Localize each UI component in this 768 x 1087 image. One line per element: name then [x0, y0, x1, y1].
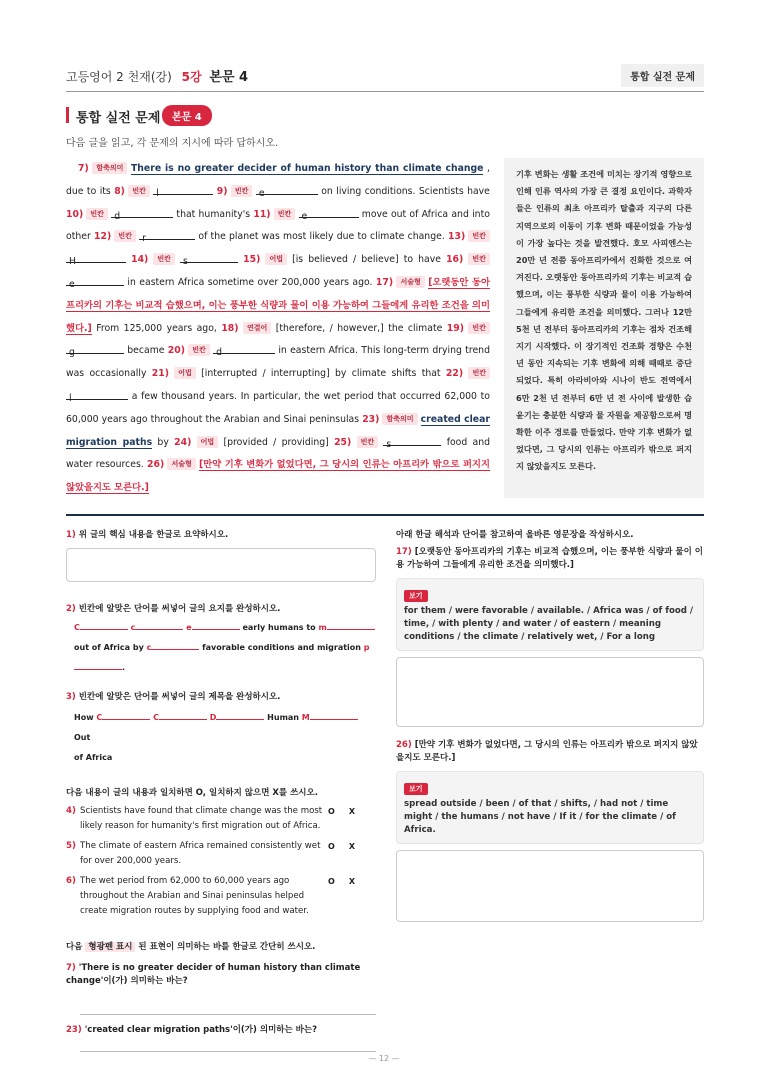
section-pill: 본문 4 [162, 105, 212, 126]
q17: 17) [오랫동안 동아프리카의 기후는 비교적 습했으며, 이는 풍부한 식량과 물이 이용 가능하여 그들에게 유리한 조건을 의미했다.] [396, 547, 703, 570]
page-header [66, 64, 704, 86]
q1-answer-box[interactable] [66, 548, 376, 582]
tag-summary: 함축의미 [92, 162, 127, 174]
course-name: 고등영어 2 천재(강) [66, 70, 172, 84]
blank[interactable]: l [66, 388, 128, 400]
tf-instruction: 다음 내용이 글의 내용과 일치하면 O, 일치하지 않으면 X를 쓰시오. [66, 788, 318, 798]
tag-link: 연결어 [243, 322, 271, 334]
blank[interactable] [135, 620, 183, 630]
blank[interactable]: e [299, 206, 359, 218]
o-option[interactable]: O [328, 877, 335, 887]
tf-item: 6) The wet period from 62,000 to 60,000 years ago throughout the Arabian and Sinai peninsulas helped create migration routes by supplying food and water. O X [66, 874, 376, 918]
q23-answer-line[interactable] [80, 1051, 376, 1052]
blank[interactable]: e [256, 183, 318, 195]
q2-line1: C c e early humans to m [74, 618, 376, 638]
lesson-title: 본문 4 [209, 70, 249, 85]
grammar-choice[interactable]: [interrupted / interrupting] [201, 368, 330, 380]
tag-descriptive: 서술형 [396, 276, 424, 288]
blank[interactable] [327, 620, 375, 630]
q1: 1) 위 글의 핵심 내용을 한글로 요약하시오. [66, 530, 229, 540]
passage: 7) 함축의미 There is no greater decider of human history than climate change , due to its 8) 빈칸 l 9) 빈칸 e on living conditions. Scientists have 10) 빈칸 d that humanity's 11) 빈칸 e move out of Africa and into other 12) 빈칸 r of the planet was most likely due to climate change. 13) 빈칸 H 14) 빈칸 s 15) 어법 [is believed / believe] to have 16) 빈칸 e in eastern Africa sometime over 200,000 years ago. 17) 서술형 [오랫동안 동아프리카의 기후는 비교적 습했으며, 이는 풍부한 식량과 물이 이용 가능하여 그들에게 유리한 조건을 의미했다.] From 125,000 years ago, 18) 연결어 [therefore, / however,] the climate 19) 빈칸 g became 20) 빈칸 d in eastern Africa. This long-term drying trend was occasionally 21) 어법 [interrupted / interrupting] by climate shifts that 22) 빈칸 l a few thousand years. In particular, the wet period that occurred 62,000 to 60,000 years ago throughout the Arabian and Sinai peninsulas 23) 함축의미 created clear migration paths by 24) 어법 [provided / providing] 25) 빈칸 s food and water resources. 26) 서술형 [만약 기후 변화가 없었다면, 그 당시의 인류는 아프리카 밖으로 퍼지지 않았을지도 모른다.] [66, 163, 491, 494]
blank[interactable] [159, 710, 207, 720]
grammar-choice[interactable]: [therefore, / however,] [275, 322, 384, 334]
grammar-choice[interactable]: [provided / providing] [223, 436, 329, 448]
word-bank-words: for them / were favorable / available. / Africa was / of food / time, / with plenty / and water / of eastern / meaning conditions / the climate / relatively wet, / For a long [404, 606, 694, 642]
tag-grammar: 어법 [265, 253, 287, 265]
header-tag: 통합 실전 문제 [621, 64, 704, 87]
x-option[interactable]: X [348, 877, 355, 887]
q2-line3: . [74, 658, 376, 678]
korean-sentence: [만약 기후 변화가 없었다면, 그 당시의 인류는 아프리카 밖으로 퍼지지 않았을지도 모른다.] [66, 459, 490, 494]
q23: 23) 'created clear migration paths'이(가) 의미하는 바는? [66, 1025, 318, 1036]
header-divider [66, 91, 704, 92]
blank[interactable]: r [139, 228, 195, 240]
translation-box: 기후 변화는 생활 조건에 미치는 장기적 영향으로 인해 인류 역사의 가장 큰 결정 요인이다. 과학자들은 인류의 최초 아프리카 탈출과 지구의 다른 지역으로의 이동이 기후 변화 때문이었을 가능성이 가장 높다는 것을 발견했다. 호모 사피엔스는 20만 년 전쯤 동아프리카에서 진화한 것으로 여겨진다. 오랫동안 동아프리카의 기후는 비교적 습했으며, 이는 풍부한 식량과 물이 이용 가능하여 그들에게 유리한 조건을 의미했다. 그러나 12만 5천 년 전부터 동아프리카의 기후는 점차 건조해지기 시작했다. 이 장기적인 건조화 경향은 수천 년 동안 지속되는 기후 변화에 의해 때때로 중단되었다. 특히 아라비아와 시나이 반도 전역에서 6만 2천 년 전부터 6만 년 전 사이에 발생한 습윤기는 충분한 식량과 물 자원을 제공함으로써 명확한 이주 경로를 만들었다. 만약 기후 변화가 없었다면, 그 당시의 인류는 아프리카 밖으로 퍼지지 않았을지도 모른다. [504, 158, 704, 498]
q26: 26) [만약 기후 변화가 없었다면, 그 당시의 인류는 아프리카 밖으로 퍼지지 않았을지도 모른다.] [396, 740, 698, 763]
q2-line2: out of Africa by c favorable conditions and migration p [74, 638, 376, 658]
x-option[interactable]: X [348, 842, 355, 852]
underlined-phrase: created clear migration paths [66, 413, 490, 448]
section-accent-bar [66, 107, 69, 123]
q26-answer-box[interactable] [396, 850, 704, 922]
right-questions [396, 528, 704, 922]
unit-label: 5강 [181, 70, 202, 84]
blank[interactable]: e [66, 274, 124, 286]
blank[interactable] [310, 710, 358, 720]
breadcrumb [66, 66, 248, 85]
blank[interactable]: s [383, 434, 441, 446]
blank[interactable] [80, 620, 128, 630]
grammar-choice[interactable]: [is believed / believe] to have [292, 254, 441, 266]
word-bank-words: spread outside / been / of that / shifts, / had not / time might / the humans / not have / If it / for the climate / of Africa. [404, 799, 676, 835]
q17-answer-box[interactable] [396, 657, 704, 727]
tf-item: 5) The climate of eastern Africa remained consistently wet for over 200,000 years. O X [66, 839, 376, 868]
left-questions [66, 528, 376, 1052]
blank[interactable] [74, 660, 122, 670]
composition-instruction: 아래 한글 해석과 단어를 참고하여 올바른 영문장을 작성하시오. [396, 530, 634, 540]
section-title: 통합 실전 문제 [76, 111, 161, 126]
blank[interactable]: H [66, 251, 126, 263]
q-number: 7) [78, 163, 89, 174]
blank[interactable] [151, 640, 199, 650]
blank[interactable] [102, 710, 150, 720]
meaning-instruction: 다음 형광펜 표시 된 표현이 의미하는 바를 한글로 간단히 쓰시오. [66, 942, 316, 953]
q3: 3) 빈칸에 알맞은 단어를 써넣어 글의 제목을 완성하시오. [66, 692, 281, 702]
blank[interactable]: l [153, 183, 213, 195]
o-option[interactable]: O [328, 807, 335, 816]
q2: 2) 빈칸에 알맞은 단어를 써넣어 글의 요지를 완성하시오. [66, 604, 281, 614]
q3-line1: How C C D Human M Out [74, 708, 376, 748]
instruction: 다음 글을 읽고, 각 문제의 지시에 따라 답하시오. [66, 138, 279, 149]
blank[interactable] [192, 620, 240, 630]
o-option[interactable]: O [328, 842, 335, 852]
section-heading [66, 105, 466, 127]
blank[interactable]: d [213, 342, 275, 354]
bogi-label: 보기 [404, 590, 428, 602]
blank[interactable]: s [180, 251, 238, 263]
page-number: — 12 — [368, 1054, 400, 1063]
q3-line2: of Africa [74, 753, 113, 762]
blank[interactable] [216, 710, 264, 720]
word-bank [396, 771, 704, 844]
q7-answer-line[interactable] [80, 1014, 376, 1015]
word-bank [396, 578, 704, 651]
blank[interactable]: g [66, 342, 124, 354]
section-divider [66, 514, 704, 516]
underlined-phrase: There is no greater decider of human history than climate change [130, 163, 484, 174]
q7: 7) 'There is no greater decider of human history than climate change'이(가) 의미하는 바는? [66, 963, 361, 987]
korean-sentence: [오랫동안 동아프리카의 기후는 비교적 습했으며, 이는 풍부한 식량과 물이 이용 가능하여 그들에게 유리한 조건을 의미했다.] [66, 276, 490, 334]
x-option[interactable]: X [348, 807, 355, 816]
blank[interactable]: d [111, 206, 173, 218]
bogi-label: 보기 [404, 783, 428, 795]
tag-blank: 빈칸 [128, 185, 150, 197]
tf-item: 4) Scientists have found that climate change was the most likely reason for humanity's first migration out of Africa. O X [66, 804, 376, 833]
